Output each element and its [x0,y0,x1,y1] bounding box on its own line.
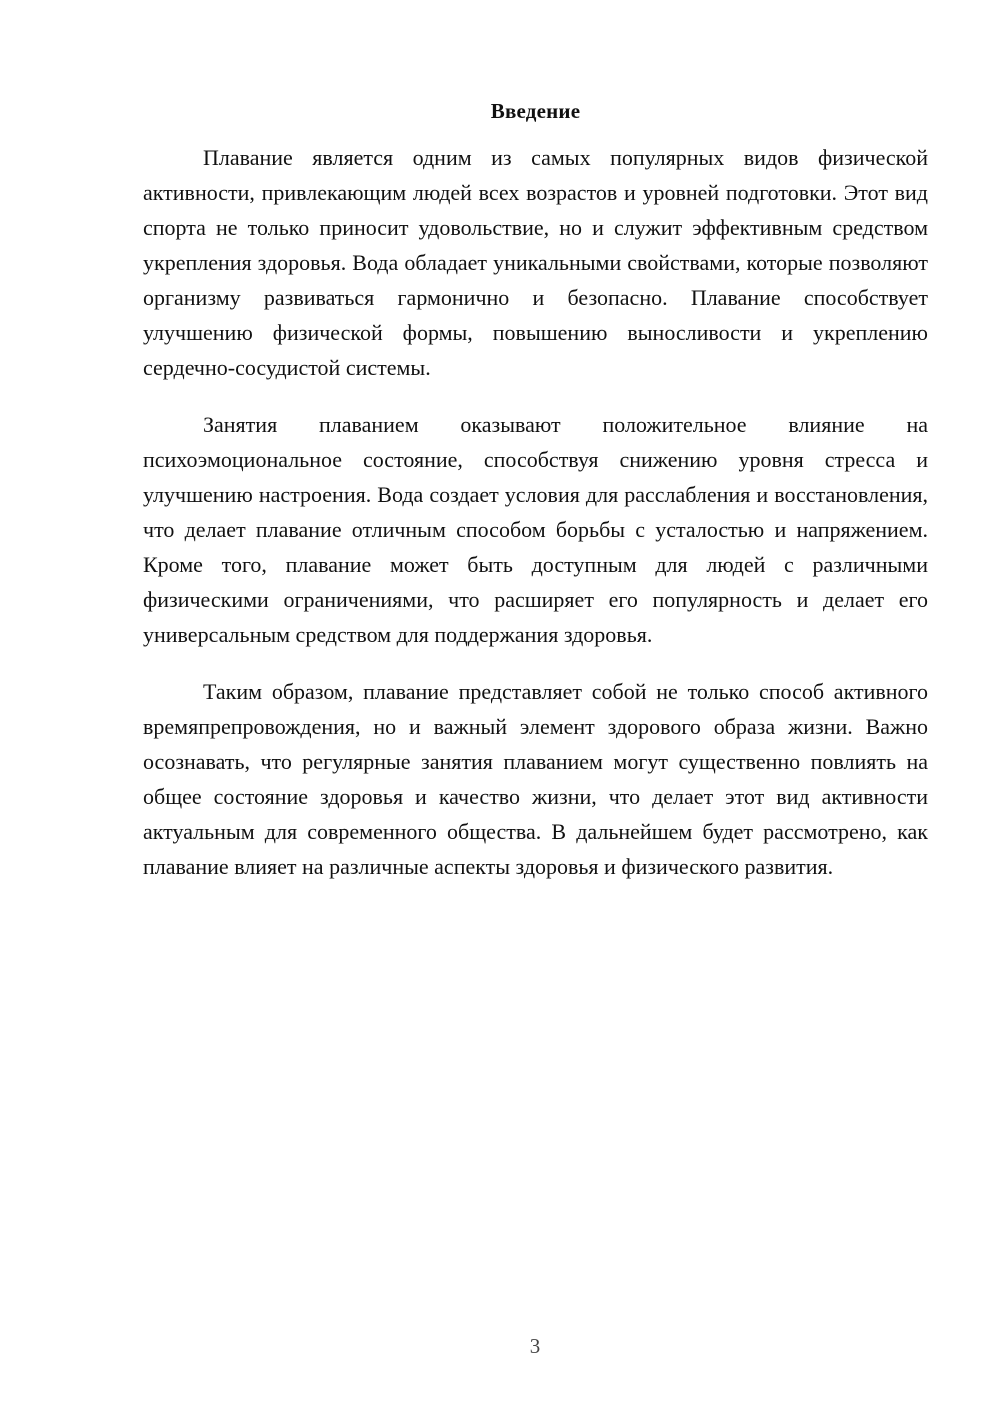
page-number: 3 [529,1334,541,1358]
paragraph-1: Плавание является одним из самых популярных видов физической активности, привлекающим людей всех возрастов и уровней подготовки. Этот вид спорта не только приносит удовольствие, но и служит эффективным средством укрепления здоровья. Вода обладает уникальными свойствами, которые позволяют организму развиваться гармонично и безопасно. Плавание способствует улучшению физической формы, повышению выносливости и укреплению сердечно-сосудистой системы. [143,145,928,380]
paragraph-3: Таким образом, плавание представляет собой не только способ активного времяпрепровождения, но и важный элемент здорового образа жизни. Важно осознавать, что регулярные занятия плаванием могут существенно повлиять на общее состояние здоровья и качество жизни, что делает этот вид активности актуальным для современного общества. В дальнейшем будет рассмотрено, как плавание влияет на различные аспекты здоровья и физического развития. [143,679,928,879]
section-heading: Введение [490,99,581,123]
paragraph-2: Занятия плаванием оказывают положительное влияние на психоэмоциональное состояние, способствуя снижению уровня стресса и улучшению настроения. Вода создает условия для расслабления и восстановления, что делает плавание отличным способом борьбы с усталостью и напряжением. Кроме того, плавание может быть доступным для людей с различными физическими ограничениями, что расширяет его популярность и делает его универсальным средством для поддержания здоровья. [143,412,928,647]
page-content [143,96,928,906]
